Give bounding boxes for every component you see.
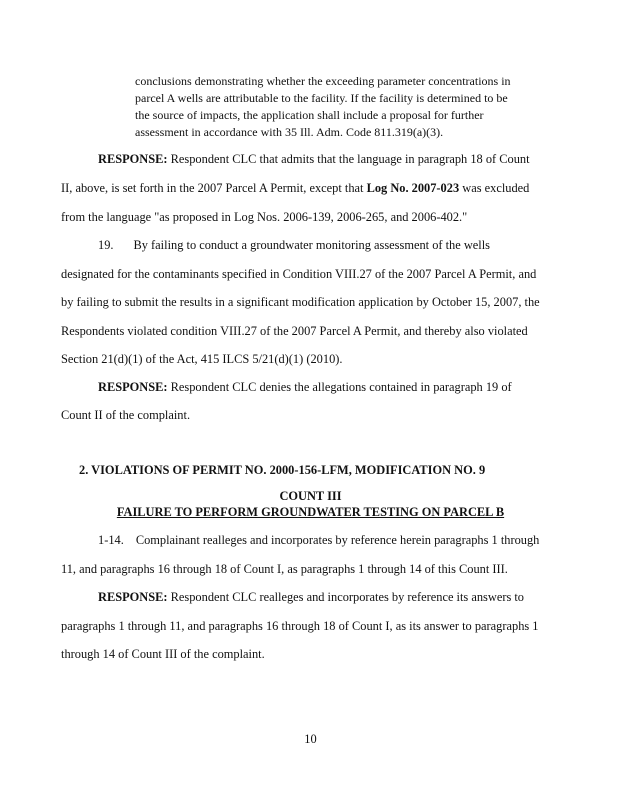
count-title: FAILURE TO PERFORM GROUNDWATER TESTING ON PARCEL B — [116, 505, 505, 519]
para-number: 19. — [98, 238, 114, 252]
page-number: 10 — [304, 732, 317, 746]
response-1-14-line3: through 14 of Count III of the complaint. — [61, 647, 265, 661]
response-18-line1: RESPONSE: Respondent CLC that admits that the language in paragraph 18 of Count — [98, 152, 530, 166]
block-quote-line: the source of impacts, the application shall include a proposal for further — [135, 108, 484, 122]
para-1-14-line1: 1-14. Complainant realleges and incorporates by reference herein paragraphs 1 through — [98, 533, 540, 547]
block-quote-line: conclusions demonstrating whether the exceeding parameter concentrations in — [135, 74, 511, 88]
para-19-line1: 19. By failing to conduct a groundwater monitoring assessment of the wells — [98, 238, 491, 252]
para-19-line4: Respondents violated condition VIII.27 of the 2007 Parcel A Permit, and thereby also violated — [61, 324, 528, 338]
response-1-14-line1: RESPONSE: Respondent CLC realleges and incorporates by reference its answers to — [98, 590, 525, 604]
response-18-line2: II, above, is set forth in the 2007 Parcel A Permit, except that Log No. 2007-023 was excluded — [61, 181, 530, 195]
count-heading: COUNT III — [279, 489, 342, 503]
response-19-line2: Count II of the complaint. — [61, 408, 191, 422]
response-1-14-line2: paragraphs 1 through 11, and paragraphs 16 through 18 of Count I, as its answer to paragraphs 1 — [61, 619, 539, 633]
para-19-line5: Section 21(d)(1) of the Act, 415 ILCS 5/21(d)(1) (2010). — [61, 352, 343, 366]
section-heading: 2. VIOLATIONS OF PERMIT NO. 2000-156-LFM, MODIFICATION NO. 9 — [79, 463, 486, 477]
log-number: Log No. 2007-023 — [366, 181, 460, 195]
response-label: RESPONSE: — [98, 152, 168, 166]
para-19-line2: designated for the contaminants specified in Condition VIII.27 of the 2007 Parcel A Permit, and — [61, 267, 537, 281]
para-19-line3: by failing to submit the results in a significant modification application by October 15, 2007, the — [61, 295, 540, 309]
response-19-line1: RESPONSE: Respondent CLC denies the allegations contained in paragraph 19 of — [98, 380, 512, 394]
block-quote-line: assessment in accordance with 35 Ill. Adm. Code 811.319(a)(3). — [135, 125, 444, 139]
para-number: 1-14. — [98, 533, 124, 547]
para-1-14-line2: 11, and paragraphs 16 through 18 of Count I, as paragraphs 1 through 14 of this Count III. — [61, 562, 508, 576]
block-quote-line: parcel A wells are attributable to the facility. If the facility is determined to be — [135, 91, 508, 105]
response-18-line3: from the language "as proposed in Log Nos. 2006-139, 2006-265, and 2006-402." — [61, 210, 468, 224]
response-label: RESPONSE: — [98, 380, 168, 394]
response-label: RESPONSE: — [98, 590, 168, 604]
